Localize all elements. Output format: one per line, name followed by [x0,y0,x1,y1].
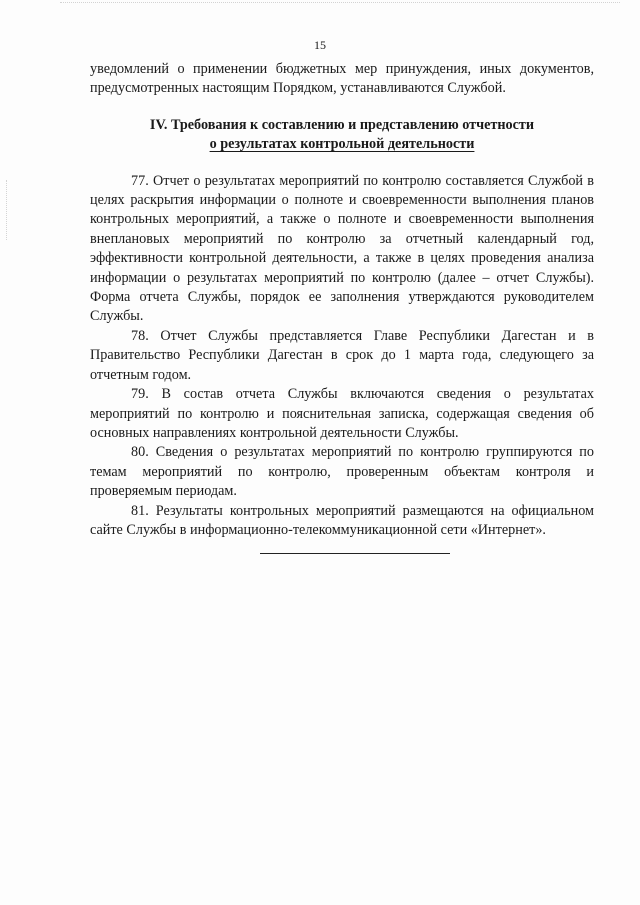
paragraph-78: 78. Отчет Службы представляется Главе Республики Дагестан и в Правительство Республики Дагестан в срок до 1 марта года, следующего за отчетным годом. [90,327,594,383]
section-heading-line1: IV. Требования к составлению и представлению отчетности [149,116,535,133]
document-body [90,60,594,540]
paragraph-77: 77. Отчет о результатах мероприятий по контролю составляется Службой в целях раскрытия информации о полноте и своевременности выполнения планов контрольных мероприятий, а также о полноте и своевременности выполнения внеплановых мероприятий по контролю за отчетный календарный год, эффективности контрольной деятельности, а также в целях проведения анализа информации о результатах мероприятий по контролю (далее – отчет Службы). Форма отчета Службы, порядок ее заполнения утверждаются руководителем Службы. [90,172,594,325]
paragraph-79: 79. В состав отчета Службы включаются сведения о результатах мероприятий по контролю и пояснительная записка, содержащая сведения об основных направлениях контрольной деятельности Службы. [90,386,594,441]
scan-artifact-top [60,2,620,9]
page-number: 15 [314,38,326,52]
scan-artifact-margin [6,180,9,240]
intro-paragraph: уведомлений о применении бюджетных мер принуждения, иных документов, предусмотренных настоящим Порядком, устанавливаются Службой. [90,61,594,97]
paragraph-81: 81. Результаты контрольных мероприятий размещаются на официальном сайте Службы в информационно-телекоммуникационной сети «Интернет». [90,502,594,538]
paragraph-80: 80. Сведения о результатах мероприятий по контролю группируются по темам мероприятий по контролю, проверенным объектам контроля и проверяемым периодам. [90,444,594,500]
end-of-document-rule [260,553,450,554]
section-heading [90,116,594,155]
section-heading-line2: о результатах контрольной деятельности [209,136,475,153]
